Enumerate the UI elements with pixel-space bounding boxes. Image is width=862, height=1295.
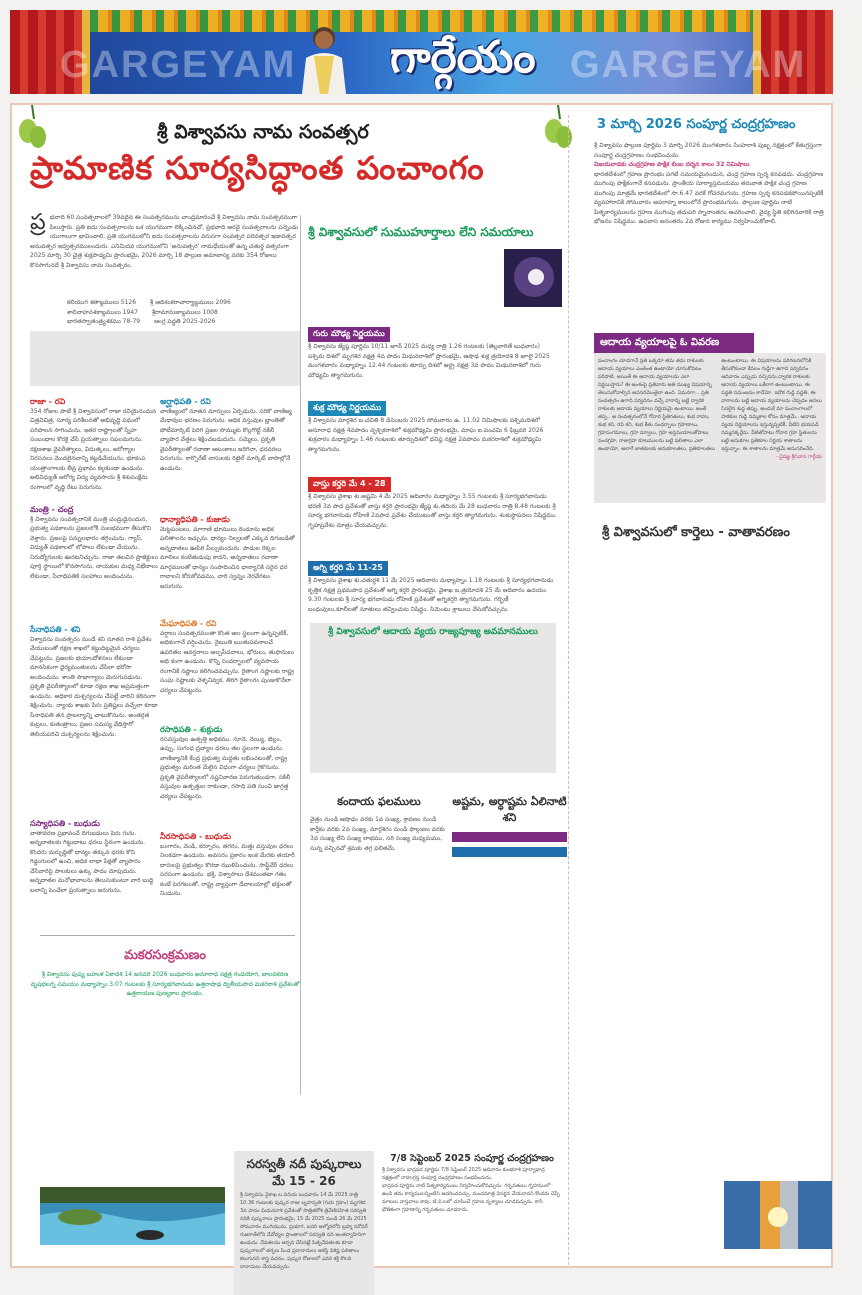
navanayaka-box — [30, 331, 300, 386]
section-kandaya — [310, 795, 448, 853]
ashtama-title: అష్టమ, అర్ధాష్టమ ఏలినాటి శని — [452, 795, 567, 824]
section-heading: సేనాధిపతి - శని — [30, 625, 81, 634]
banner-title: గార్గేయం — [390, 32, 536, 83]
section-mantri — [30, 505, 158, 581]
section-text: శ్రీ విశ్వావసు వైశాఖ శు.చతుర్దశి 11 మే 2025 ఆదివారం మధ్యాహ్నం 1.18 గంటలకు శ్రీ సూర్యభగవానుడు కృత్తిక నక్షత్ర ప్రథమపాద ప్రవేశంతో అగ్ని కర్తరి ప్రారంభమై, వైశాఖ బ.త్రయోదశి 25 మే ఆదివారం ఉదయం 9.30 గంటలకు శ్రీ సూర్య భగవానుడు రోహిణి ప్రవేశంతో అగ్నికర్తరి త్యాగమగును. గర్భిణీ బంధువులు,కూలీలతో నూతులు తవ్వించుట నిషిద్ధం. సిమెంటు శ్లాబులు వేసుకోవచ్చును. — [308, 577, 554, 613]
marigold-garland — [10, 10, 833, 32]
intro-paragraph — [30, 210, 300, 270]
section-megha — [160, 619, 295, 695]
muhurtha-title: శ్రీ విశ్వావసులో సుముహూర్తాలు లేని సమయాలు — [308, 225, 534, 239]
vivarana-title: ఆదాయ వ్యయాలపై ఓ వివరణ — [594, 333, 754, 353]
section-text: విశ్వావసు సంవత్సరం నుండే శని నూతన రాశి ప్రవేశం చేయుటంతో రక్షణ శాఖలో కట్టుదిట్టమైన చర్యలు చేపట్టును. ప్రజలకు భయాందోళనలు లేకుండా మానసికంగా ధైర్యమంతులను చేసేలా భరోసా అందించును. శాంతి సౌభాగ్యాలు మెరుగుపడును. ప్రకృతి వైపరీత్యాలలో కూడా రక్షణ శాఖ అప్రమత్తంగా ఉండును. అధికార దుశ్చర్యలను చేపట్టే వారిని కఠినంగా శిక్షించును. న్యాయ శాఖకు పేరు ప్రతిష్టలు వచ్చేలా కూడా సేనాధిపతి తన ప్రాబల్యాన్ని చాటుకొనును. అంతర్గత కుట్రలు, కుతంత్రాలు, ప్రజల సమస్య వేధిస్తారో తెలియపరిచి దుశ్చర్యలను శిక్షించును. — [30, 635, 158, 738]
section-senadhipati — [30, 625, 158, 739]
saraswati-dates: మే 15 - 26 — [272, 1174, 336, 1188]
section-text: ఉంటుంటాయి. ఈ విషయాలను పరిగణనలోనికి తీసుకోకుండా కేవలం గుడ్డిగా ఉగాది పర్వదినం ఆదివారం ఎప్పుడు వచ్చినను,ద్వారక రాశులకు ఆదాయ వ్యయాలు ఒకేలాగ ఉంటుంటాయి. ఈ పద్ధతి సమంజసం కాదేమో. ఇదొక గుడ్డి పద్ధతి. ఈ వారాలను బట్టి ఆదాయ వ్యయాలను చెప్పడం అసలు సిసలైన శుద్ధ తప్పు. అందుకే మా పంచాంగాలలో పాఠకుల గుడ్డి నమ్మకాల కోసం మాత్రమే.. ఆదాయ వ్యయ నిర్ణయాలను ఇస్తున్నప్పటికీ, వీటిని భయపడి నమ్మనక్కర్లేదు. వీటితోపాటు గోచార గ్రహ స్థితులను బట్టి అనుకూల ప్రతికూల నిర్ణయ శాతాలను ఇస్తున్నాం. ఈ శాతాలను మాత్రమే అనుసరించేది. — [721, 358, 822, 452]
kandaya-title: కందాయ ఫలములు — [337, 795, 421, 808]
stat: ఆంగ్ల పద్ధతి 2025-2026 — [154, 318, 216, 325]
column-divider — [300, 215, 301, 1095]
panchangam-page — [10, 103, 833, 1268]
section-text: బంగారం, వెండి, కర్పూరం, తగరం, మత్తు వస్తువుల ధరలు నిలకడగా ఉండును. అవసరం ప్రకారం ఇంక మేరకు తయారీ దారులపై ప్రభుత్వం కొరడా ఝుళిపించును. సాఫ్ట్‌వేర్ ధరలు సరసంగా ఉండును. భక్తి, విశ్వాసాలు దేశమంతటా గతం కంటే పెరగటంతో, రాష్ట్ర వ్యాప్తంగా దేవాలయాల్లో భక్తులతో నిండును. — [160, 842, 295, 897]
section-text: 354 రోజుల పాటే శ్రీ విశ్వావసులో రాజా రవియైనందున చిత్రవిచిత్ర, సూర్య పరిశీలనతో అభివృద్ధి పథంలో పరిపాలన సాగించును. ఇతర రాష్ట్రాలతో స్నేహ సంబంధాల కొరకై చేసే ప్రయత్నాలు సఫలమగును. రక్షణశాఖ వైపరీత్యాలు, విదుత్కలు, అరోగ్యాల నిరసనలు మొదలైనవాన్ని కట్టడిచేయును. భూకంప యంత్రాంగాలకు తీవ్ర ప్రభావం కల్గకుండా ఉండును. అలివిధ్యుత్ ఆరోగ్య విద్య వ్యవసాయ శ్రీ శిశుసంక్షేమ రంగాలలో వృద్ధి రేటు పెరుగును. — [30, 407, 157, 491]
section-text: శ్రీ విశ్వావసు వైశాఖ బ.విదియ బుధవారం 14 మే 2025 రాత్రి 10.36 గంటలకు పుష్కర రాజు బృహస్పతి (గురు గ్రహం) మృగశిర 3వ పాదం మిథునరాశి ప్రవేశంతో సొత్రితరోశి త్రివేణిసహిత సరస్వతి నదికి పుష్కరాలు ప్రారంభమై, 15 మే 2025 నుండి 26 మే 2025 సోమవారం ముగియును. ప్రయాగ, బదరి అల్మోరలోని బ్రహ్మ సరోవర్ గుజరాత్‌లోని దేవోద్యల ప్రాంతాలలో సరస్వతి నది అంతర్వాహినిగా ఉండును. దేవతలను అర్చన చేసినట్లే పితృదేవతలకు కూడా పుష్కరాలలో తర్పణ పిండ ప్రదానాదులు ఆశిస్తే విశిష్ట ఫలితాలు కలుగునని శాస్త్ర వచనం. పుష్కర రోజులలో ఎవరి శక్తి కొలది దానాదులు చేయవచ్చును. — [240, 1192, 368, 1270]
section-heading: ధాన్యాధిపతి - కుజుడు — [160, 515, 230, 524]
section-text: శ్రీ విశ్వావసు మార్గశిర బ.చవితి 8 డిసెంబరు 2025 సోమవారం ఉ. 11.02 నిమిషాలకు పశ్చిమదిశలో అనూరాధ నక్షత్ర 4వపాదం వృశ్చికరాశిలో శుక్రమౌఢ్యమి ప్రారంభమై, మాఘ ఐ.పంచమి 6 ఫిబ్రవరి 2026 శుక్రవారం మధ్యాహ్నం 1.46 గంటలకు తూర్పుదిశలో ధనిష్ఠ నక్షత్ర 2వపాదం మకరరాశిలో శుక్రమౌఢ్యమి త్యాగమగును. — [308, 417, 544, 453]
page-subtitle: శ్రీ విశ్వావసు నామ సంవత్సర — [157, 121, 369, 143]
section-text: వర్షాలు సంవత్సరమంతా కొంత అల స్థలంగా ఉన్నప్పటికీ, అధికంగానే వర్షించును. నైఋతి ఋతుపవనాలచే ఉపరితల ఆవర్తనాలు అల్పపీడనాలు, భోరులు, తుఫానులు అధి కంగా ఉండును. కొన్ని సందర్భాలలో వ్యవసాయ రంగానికి నష్టాలు కలిగించవచ్చును. రైతాంగ నష్టాలకు రాష్ట్ర సంఘ నష్టాలకు వెళ్ళనివ్వక, తిరిగి రైతాంగం పుంజుకొనేలా చర్యలు చేపట్టును. — [160, 629, 295, 694]
header-banner — [10, 10, 833, 94]
section-heading: అర్ఘాధిపతి - రవి — [160, 397, 211, 406]
stat: శాలివాహనశకాబ్దములు 1947 — [67, 308, 138, 316]
stat: శ్రీ ఆదిశంకరాచార్యాబ్దములు 2096 — [150, 299, 231, 306]
section-heading: మకరసంక్రమణం — [124, 948, 206, 963]
guru-pill: గురు మౌఢ్య నిర్ణయము — [308, 327, 390, 342]
section-heading: మంత్రి - చంద్ర — [30, 505, 74, 514]
intro-text: భవాది 60 సంవత్సరాలలో 39వదైన ఈ సంవత్సరమును చాంద్రమానంచే శ్రీ విశ్వావసు నామ సంవత్సరముగా పిలుస్తారు. ప్రతి ఐదు సంవత్సరాలను ఒక యుగముగా లెక్కించినచో, ప్రభవాది అరవై సంవత్సరాలను పన్నెండు యుగాలుగా భావించాలి. ప్రతి యుగములోని ఐదు సంవత్సరాలను వరుసగా సంవత్సర పరివత్సర ఇడావత్సర అనువత్సర ఇద్వత్సరములందురు. ఎనిమిదవ యుగములోని 'అనువత్సర' నామధేయంతో ఉన్న చతుర్థ వత్సరంగా 2025 మార్చి 30 చైత్ర శుక్లపాడ్యమి ప్రారంభమై, 2026 మార్చి 18 ఫాల్గుణ అమావాస్య వరకు 354 రోజులు కొనసాగునదే శ్రీ విశ్వావసు నామ సంవత్సరం. — [30, 214, 299, 269]
shukra-pill: శుక్ర మౌఢ్య నిర్ణయము — [308, 401, 386, 416]
section-rasa — [160, 725, 295, 801]
section-text: వాణిజ్యంలో నూతన మార్పులు ఏర్పడును. సరికొ వాణిజ్య మేధావుల భరణం పెరుగును. అధిక వస్తువుల భ్రాంతితో పోటీమార్కెట్ పెరిగి ప్రజల సొమ్ముకు కొల్లగొట్టే నకిలీ వ్యాపార వేత్తలు శిక్షించబడుదురు. సమ్మెలు, ప్రకృతి వైపరీత్యాలతో రవాణా ఆటంకాలు జరిగినా, ధరవరలు పెరుగును. కార్పొరేట్ వాసులకు రిటైల్ మార్కెట్ వాసాల్లోనే ఉండును. — [160, 407, 292, 472]
aadaya-table-box — [310, 623, 556, 773]
mango-icon — [16, 105, 50, 155]
section-heading: మేఘాధిపతి - రవి — [160, 619, 217, 628]
section-heading: సస్యాధిపతి - బుధుడు — [30, 819, 100, 828]
section-text: మెట్టపంటలు, మాగాణి భూములు రెండూను అధిక ఫలితాలను ఇచ్చును. ధాన్యం నిల్వలతో ఎక్కువ దిగుబడితో అన్నదాతలు ఊపిరి పీల్చుకుందురు. పాడుల రెక్కల మాలిలు కంటితుడుపు కాదని, అన్నదాతలం రవాణా మార్గములతో ధాన్యం సంపాదించిన ధాన్యానికి సరైన ధర రావాలని కోరుకోవడము, వారి స్వప్నం నెరవేరటం జరుగును. — [160, 525, 295, 590]
column-divider — [568, 115, 569, 1265]
weather-image — [724, 1181, 832, 1249]
section-makara — [30, 948, 300, 999]
section-heading: రాజా - రవి — [30, 397, 66, 406]
mango-icon — [542, 105, 576, 155]
section-text: వాతావరణ ప్రభావంచే దిగుబడులు పెరు గును. అన్నదాతలకు గిట్టుబాటు ధరలు స్థిరంగా ఉండును. కొందరు దుర్బుద్ధితో ధాన్యం తక్కువ ధరకు కొని గిడ్డంగులలో ఉంచి, అధిక లాభా పేక్షతో వ్యాపారం చేసేవారిపై పాలకులు ఉక్కు పాదం మోపుదురు. అన్నదాతల మనోభావాలను తెలుసుకుంటూ వారి బుద్ధి బలాన్ని పెంచేలా ప్రయత్నాలు జరుగును. — [30, 829, 154, 894]
stat: భారతస్వాతంత్ర్యశకము 78-79 — [67, 318, 141, 325]
makara-highlight: శ్రీ విశ్వావసు పుష్య బహుళ ఏకాదశి 14 జనవరి 2026 బుధవారం అనూరాధ నక్షత్ర గండయోగ, బాలవకరణ వృషభలగ్న సమయం మధ్యాహ్నం 3.07 గంటలకు శ్రీ సూర్యభగవానుడు ఉత్తరాషాఢ ద్వితీయపాద మకరరాశి ప్రవేశంతో ఉత్తరాయణ పుణ్యకాల ప్రారంభం. — [30, 971, 300, 997]
page-title: ప్రామాణిక సూర్యసిద్ధాంత పంచాంగం — [30, 149, 485, 187]
shani-transit-box — [452, 847, 567, 857]
section-sept-eclipse — [382, 1153, 562, 1214]
saraswati-title: సరస్వతీ నదీ పుష్కరాలు — [246, 1157, 362, 1171]
galaxy-image — [504, 249, 562, 307]
author-photo — [292, 22, 356, 94]
watermark-right: GARGEYAM — [570, 44, 807, 86]
section-text: శ్రీ విశ్వావసు సంవత్సరానికి మంత్రి చంద్రుడైనందున, ప్రభుత్వ పథకాలను ప్రజలలోకి సులభముగా తీసుకొని వెళ్తారు. ప్రజలపై పన్నులభారం తగ్గించును. గ్యాస్, విద్యుత్ పథకాలలో లోపాలు లేకుండా చేయును. నిరుద్యోగులకు ఊరటనిచ్చును. రాజా తలచిన ప్రాజెక్టులు పూర్తి స్థాయిలో కొనసాగును. నాయకుల మధ్య విభేదాలు లేకుండా, సేనాధిపతికి సలహాలు అందించును. — [30, 515, 158, 580]
river-image — [40, 1187, 225, 1245]
aadaya-title: శ్రీ విశ్వావసులో ఆదాయ వ్యయ రాజ్యపూజ్య అవమానములు — [328, 627, 538, 637]
agni-pill: అగ్ని కర్తరి మే 11-25 — [308, 561, 388, 576]
stat: శ్రీరామానుజాబ్దములు 1008 — [151, 308, 218, 316]
section-march-eclipse — [594, 141, 826, 227]
ashtama-box — [452, 832, 567, 842]
section-text: శ్రీ విశ్వావసు ఫాల్గుణ పూర్ణిమ 3 మార్చి 2026 మంగళవారం సింహరాశి పుబ్బ నక్షత్రంలో కేతుగ్రస్తంగా సంపూర్ణ చంద్రగ్రహణం సంభవించును. — [594, 142, 822, 159]
section-text: పంచాంగం చూడగానే ప్రతి ఒక్కరూ తమ తమ రాశులకు ఆదాయ వ్యయాలు ఎంతెంత ఉంటాయో చూసుకోవటం పరిపాటి. అయితే ఈ ఆదాయ వ్యయాలను ఎలా నిర్ణయిస్తారు? ఈ అంశంపై ప్రతివారు అతి ముఖ్య విషయాన్ని తెలుసుకోవాల్సిన అవసరమెంతైనా ఉంది. ఏమనగా... ప్రతి సంవత్సరం ఉగాది పర్వదినం వచ్చే వారాన్ని బట్టి ద్వారక రాశులకు ఆదాయ వ్యయాలు నిర్ణయమై ఉంటాయి. అంతే తప్ప.. ఆ సంవత్సరంలోనే గోచార స్థితిగతులు, శుభ రాహు, శుభ శని, రవి శని, శుభ కేతు సంధర్భాలు గ్రహణాలు, గ్రహసంగమాలు, గ్రహ పర్వాలు, గ్రహ అస్తమయాలతోపాటు పంచగ్రహ, రాజుగ్రహ కూటములను బట్టి ఫలితాలు ఎలా ఉంటాయో, అలాగే జాతకులకు అనుకూలతలు, ప్రతికూలతలు — [598, 358, 716, 452]
section-vasthu — [308, 471, 558, 530]
eclipse-darshan: విజయవాడకు చంద్రగ్రహణ పాక్షిక బింబ దర్శన కాలం 32 నిమిషాలు — [594, 161, 750, 168]
author-signature: - దైవజ్ఞ శ్రీనివాస గార్గేయ — [775, 454, 822, 460]
watermark-left: GARGEYAM — [60, 44, 297, 86]
kandaya-note: చైత్రం నుండి ఆషాఢం వరకు 1వ సంఖ్య, శ్రావణం నుండి కార్తీకం వరకు 2వ సంఖ్య, మార్గశిరం నుండి ఫాల్గుణం వరకు 3వ సంఖ్య లేని సంఖ్య లాభము, సరి సంఖ్య మధ్యమము, సున్న వచ్చినచో శ్రమకు తగ్గ ఫలితమే. — [310, 816, 445, 852]
divider — [40, 935, 295, 936]
stat: కలియుగ శతాబ్దములు 5126 — [67, 299, 137, 306]
section-agni — [308, 555, 558, 614]
dropcap: ప్ర — [30, 210, 46, 235]
section-text: శ్రీ విశ్వావసు వైశాఖ శు.అష్టమి 4 మే 2025 ఆదివారం మధ్యాహ్నం 3.55 గంటలకు శ్రీ సూర్యభగవానుడు భరణి 3వ పాద ప్రవేశంతో వాస్తు కర్తరి ప్రారంభమై జ్యేష్ఠ శు.తదియ మే 28 బుధవారం రాత్రి 8.48 గంటలకు శ్రీ సూర్య భగవానుడు రోహిణి 2వపాద ప్రవేశం చేయుటంతో వాస్తు కర్తరి త్యాగమగును. శంకుస్థాపనలు నిషిద్ధము. గృహప్రవేశం మాత్రం చేయవచ్చును. — [308, 493, 557, 529]
section-text: రసవస్తువుల ఉత్పత్తి అధికము. నూనె, నెయ్యి, బెల్లం, ఉప్పు, సుగంధ ద్రవ్యాల ధరలు తల స్థలంగా ఉండును. వాణిజ్యానికి కేంద్ర ప్రభుత్వ మద్దతు లభించటంతో, రాష్ట్ర ప్రభుత్వం మరింత మేలైన విధంగా చర్యలు గైకొనును. ప్రకృతి వైపరీత్యాలలో నష్టనివారణ పెరుగుతుండగా, సకిలీ వస్తువుల ఉత్పత్తుల రాకుండా, రసాధి పతి సుంచి జాగ్రత్త చర్యలు చేపట్టును. — [160, 735, 291, 800]
era-stats — [67, 298, 297, 327]
karthelu-title: శ్రీ విశ్వావసులో కార్తెలు - వాతావరణం — [602, 525, 790, 540]
section-heading: రసాధిపతి - శుక్రుడు — [160, 725, 223, 734]
section-shukra — [308, 395, 558, 454]
section-text: భారతదేశంలో గ్రహణ ప్రారంభం పగటి సమయమైనందున, చంద్ర గ్రహణ స్పర్శ కనపడదు. చంద్రగ్రహణ ముగింపు పాక్షికంగానే కనపడును. ప్రాంతీయ సూర్యాస్తమయము తరువాత పాక్షిక చంద్ర గ్రహణ ముగింపు మాత్రమే భారతదేశంలో సా.6.47 వరకే గోచరమగును. గ్రహణ స్పర్శ కనపడకపోయినప్పటికీ వ్యవహారానికి సోమవారం అపరాహ్న కాలంలోనే ప్రారంభమగును. ఫాల్గుణ పూర్ణిమ నాటి పితృకార్యములను గ్రహణ ముగింపు తదుపరి స్నానాంతరం ఆచరించాలి. వైద్య స్థితి కలిగినవారికి రాత్రి భోజనం నిషిద్ధము. ఉపవాస అనంతరం 2వ రోజున కార్యము నిర్వహించుకోవాలి. — [594, 170, 824, 225]
section-nirasa — [160, 832, 295, 899]
section-text: శ్రీ విశ్వావసు జ్యేష్ఠ పూర్ణిమ 10/11 జూన్ 2025 మధ్య రాత్రి 1.26 గంటలకు (తెల్లవారితే బుధవారం) పశ్చిమ దిశలో మృగశిర నక్షత్ర 4వ పాదం మిథునరాశిలో ప్రారంభమై, ఆషాఢ శుక్ల త్రయోదశి 8 జూలై 2025 మంగళవారం మధ్యాహ్నం 12.44 గంటలకు తూర్పు దిశలో ఆర్ద్ర నక్షత్ర 3వ పాదం మిథునరాశిలో గురు మౌఢ్యమి త్యాగమగును. — [308, 343, 550, 379]
section-heading: నీరసాధిపతి - బుధుడు — [160, 832, 231, 841]
section-saraswati — [234, 1151, 374, 1295]
section-dhanya — [160, 515, 295, 591]
section-text: భాద్రపద పూర్ణిమ నాటి పితృకార్యములు నిర్వహించుకోవచ్చును. గర్భవతులు గృహములో ఉండి తమ కార్యములన్నింటిని ఆచరించవచ్చు. మంచమాత్ర విసర్జన చేయరాదని కొందరు చెప్పే మాటలు వాస్తవాలు కావు. టి.వి.లలో చూపించే గ్రహణ దృశ్యాలు చూడవచ్చును. కానీ భౌతికంగా గ్రహణాన్ని గర్భవతులు చూడరాదు. — [382, 1183, 560, 1213]
section-argha — [160, 397, 295, 473]
section-vivarana — [594, 333, 826, 505]
section-text: శ్రీ విశ్వావసు భాద్రపద పూర్ణిమ 7/8 సెప్టెంబర్ 2025 ఆదివారం కుంభరాశి పూర్వాభాద్ర నక్షత్రంలో రాహుగ్రస్త సంపూర్ణ చంద్రగ్రహణం సంభవించును. — [382, 1167, 545, 1181]
vasthu-pill: వాస్తు కర్తరి మే 4 - 28 — [308, 477, 391, 492]
section-sasya — [30, 819, 158, 895]
section-ashtama — [452, 795, 567, 857]
sept-eclipse-title: 7/8 సెప్టెంబర్ 2025 సంపూర్ణ చంద్రగ్రహణం — [390, 1153, 554, 1164]
section-guru — [308, 321, 558, 380]
march-eclipse-title: 3 మార్చి 2026 సంపూర్ణ చంద్రగ్రహణం — [597, 117, 796, 132]
section-raja — [30, 397, 158, 492]
